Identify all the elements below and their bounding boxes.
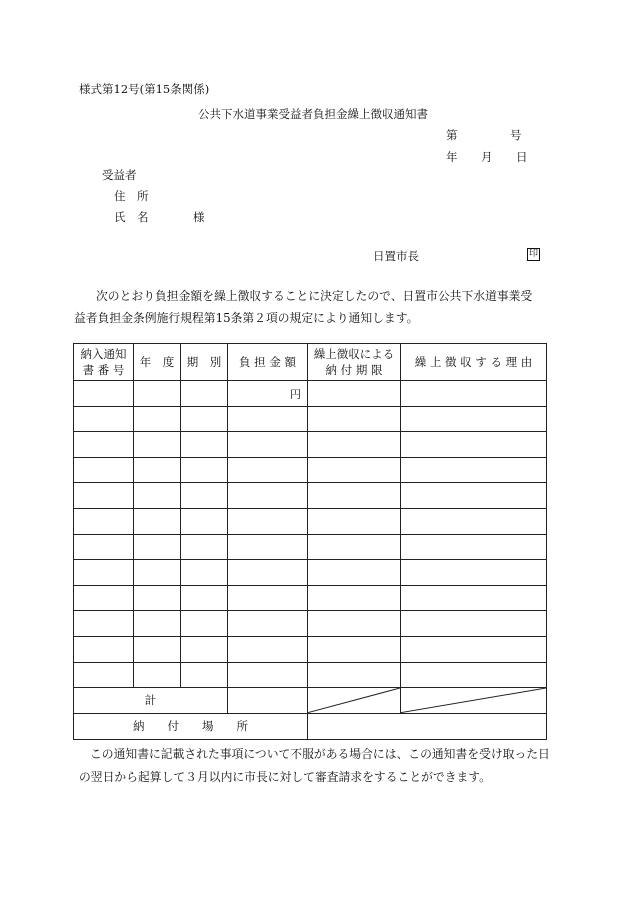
table-header-row (74, 344, 547, 381)
footer-line-1: この通知書に記載された事項について不服がある場合には、この通知書を受け取った日 (90, 747, 550, 761)
header-notice-number-line2: 書 番 号 (82, 363, 125, 377)
body-line-1: 次のとおり負担金額を繰上徴収することに決定したので、日置市公共下水道事業受 (96, 289, 533, 303)
honorific: 様 (193, 210, 205, 224)
table-row (74, 662, 547, 688)
header-deadline (308, 344, 401, 381)
date-year: 年 (446, 150, 458, 164)
table-row (74, 611, 547, 637)
doc-number-suffix: 号 (510, 128, 522, 142)
form-number: 様式第12号(第15条関係) (79, 82, 210, 96)
table-row (74, 457, 547, 483)
table-row (74, 585, 547, 611)
date-day: 日 (516, 150, 528, 164)
table-row (74, 406, 547, 432)
total-label: 計 (74, 688, 228, 714)
table-row (74, 432, 547, 458)
total-amount-cell (228, 688, 308, 714)
table-row (74, 534, 547, 560)
diagonal-strike (401, 688, 546, 713)
header-deadline-line2: 納 付 期 限 (325, 363, 383, 377)
issuer-title: 日置市長 (373, 249, 419, 263)
header-deadline-line1: 繰上徴収による (313, 347, 395, 361)
date-month: 月 (481, 150, 493, 164)
header-notice-number-line1: 納入通知 (80, 347, 127, 361)
total-row (74, 688, 547, 714)
footer-line-2: の翌日から起算して３月以内に市長に対して審査請求をすることができます。 (79, 770, 491, 784)
levy-table (73, 343, 547, 740)
name-label: 氏 名 (114, 210, 149, 224)
recipient-label: 受益者 (102, 168, 137, 182)
total-deadline-crossed (308, 688, 401, 714)
amount-cell (228, 381, 308, 407)
address-label: 住 所 (114, 189, 149, 203)
yen-unit: 円 (290, 388, 301, 401)
header-amount: 負 担 金 額 (228, 344, 308, 381)
table-row (74, 560, 547, 586)
payment-place-value (308, 713, 547, 739)
header-reason: 繰 上 徴 収 す る 理 由 (401, 344, 547, 381)
table-row (74, 381, 547, 407)
payment-place-row (74, 713, 547, 739)
document-title: 公共下水道事業受益者負担金繰上徴収通知書 (198, 107, 428, 121)
official-seal-mark (527, 248, 540, 261)
payment-place-label: 納 付 場 所 (74, 713, 308, 739)
header-fiscal-year: 年 度 (134, 344, 181, 381)
doc-number-prefix: 第 (446, 128, 458, 142)
table-row (74, 508, 547, 534)
total-reason-crossed (401, 688, 547, 714)
seal-character: 印 (528, 249, 538, 259)
header-notice-number (74, 344, 134, 381)
table-row (74, 483, 547, 509)
table-row (74, 636, 547, 662)
header-period: 期 別 (181, 344, 228, 381)
body-line-2: 益者負担金条例施行規程第15条第２項の規定により通知します。 (74, 311, 419, 325)
diagonal-strike (308, 688, 400, 713)
